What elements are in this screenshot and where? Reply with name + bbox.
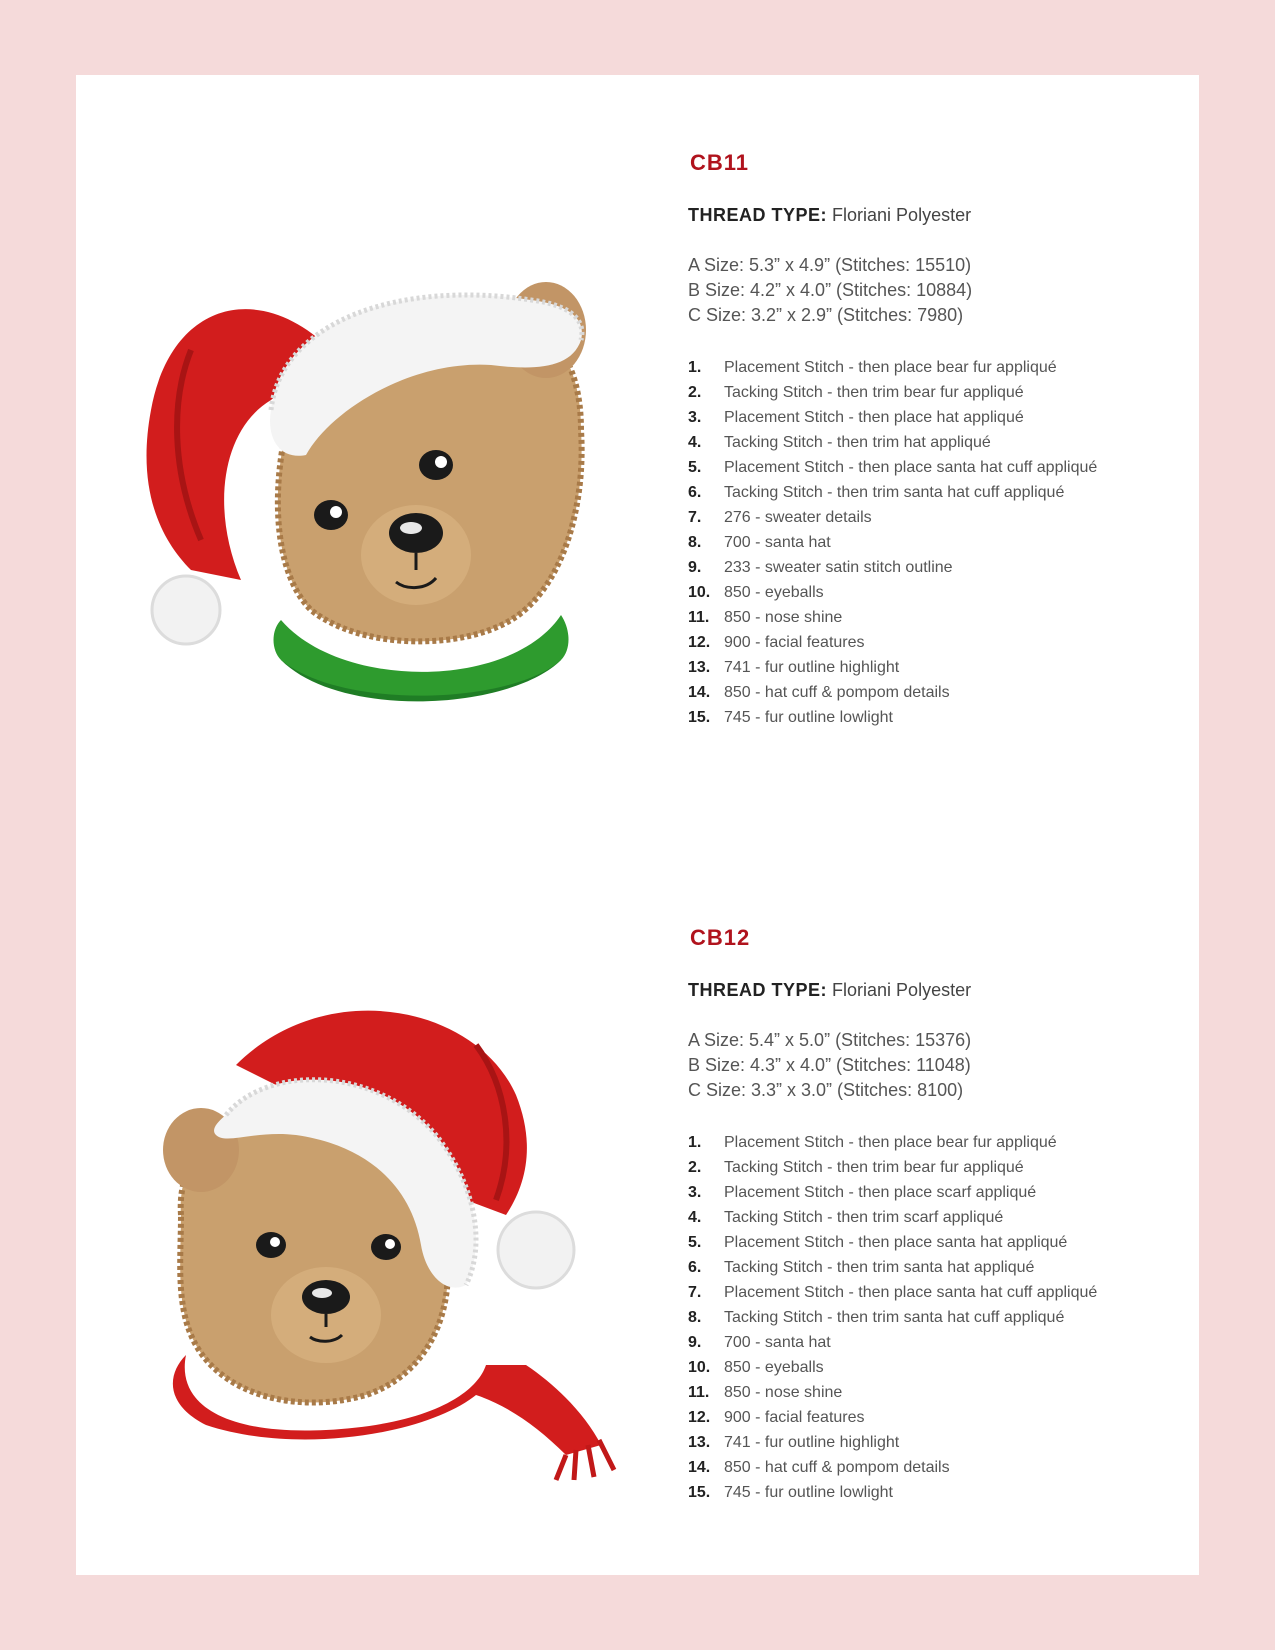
- list-item: [688, 530, 1188, 555]
- step-text: 850 - hat cuff & pompom details: [724, 684, 950, 701]
- thread-type: [688, 978, 1188, 1002]
- list-item: [688, 1430, 1188, 1455]
- step-text: Tacking Stitch - then trim scarf appliqué: [724, 1209, 1004, 1226]
- list-item: [688, 1280, 1188, 1305]
- step-text: Tacking Stitch - then trim santa hat cuff appliqué: [724, 484, 1065, 501]
- step-number: 11.: [688, 1384, 710, 1401]
- list-item: [688, 1455, 1188, 1480]
- step-text: 850 - hat cuff & pompom details: [724, 1459, 950, 1476]
- step-number: 14.: [688, 1459, 711, 1476]
- size-list: [688, 253, 1188, 328]
- step-number: 12.: [688, 1409, 711, 1426]
- list-item: [688, 1155, 1188, 1180]
- list-item: [688, 1355, 1188, 1380]
- list-item: [688, 580, 1188, 605]
- step-text: 850 - eyeballs: [724, 584, 824, 601]
- bear-santa-hat-sweater-illustration: [131, 210, 651, 710]
- size-c: C Size: 3.3” x 3.0” (Stitches: 8100): [688, 1080, 964, 1100]
- size-a: A Size: 5.3” x 4.9” (Stitches: 15510): [688, 255, 972, 275]
- list-item: [688, 605, 1188, 630]
- step-text: Placement Stitch - then place santa hat cuff appliqué: [724, 459, 1098, 476]
- page-sheet: [76, 75, 1199, 1575]
- step-text: 900 - facial features: [724, 1409, 865, 1426]
- step-text: Placement Stitch - then place santa hat appliqué: [724, 1234, 1068, 1251]
- step-text: Tacking Stitch - then trim bear fur appliqué: [724, 384, 1024, 401]
- thread-type-label: THREAD TYPE:: [688, 980, 828, 1000]
- step-number: 7.: [688, 509, 702, 526]
- step-text: 741 - fur outline highlight: [724, 659, 900, 676]
- step-text: 745 - fur outline lowlight: [724, 709, 893, 726]
- list-item: [688, 705, 1188, 730]
- thread-type: [688, 203, 1188, 227]
- step-text: Placement Stitch - then place bear fur appliqué: [724, 1134, 1057, 1151]
- step-number: 9.: [688, 1334, 702, 1351]
- size-c: C Size: 3.2” x 2.9” (Stitches: 7980): [688, 305, 964, 325]
- step-text: Tacking Stitch - then trim bear fur appliqué: [724, 1159, 1024, 1176]
- list-item: [688, 1180, 1188, 1205]
- step-text: 850 - eyeballs: [724, 1359, 824, 1376]
- list-item: [688, 1255, 1188, 1280]
- step-text: 233 - sweater satin stitch outline: [724, 559, 953, 576]
- bear-santa-hat-scarf-illustration: [96, 985, 696, 1485]
- size-b: B Size: 4.3” x 4.0” (Stitches: 11048): [688, 1055, 971, 1075]
- list-item: [688, 355, 1188, 380]
- size-b: B Size: 4.2” x 4.0” (Stitches: 10884): [688, 280, 973, 300]
- step-number: 3.: [688, 409, 702, 426]
- step-text: Placement Stitch - then place hat appliqué: [724, 409, 1024, 426]
- list-item: [688, 480, 1188, 505]
- list-item: [688, 680, 1188, 705]
- design-code: CB11: [690, 150, 750, 175]
- step-text: 700 - santa hat: [724, 1334, 831, 1351]
- step-text: Placement Stitch - then place santa hat cuff appliqué: [724, 1284, 1098, 1301]
- stitch-steps: [688, 355, 1188, 730]
- step-text: 745 - fur outline lowlight: [724, 1484, 893, 1501]
- step-number: 2.: [688, 384, 702, 401]
- list-item: [688, 1380, 1188, 1405]
- design-code: CB12: [690, 925, 751, 950]
- step-number: 12.: [688, 634, 711, 651]
- step-number: 3.: [688, 1184, 702, 1201]
- step-number: 10.: [688, 584, 711, 601]
- step-number: 5.: [688, 459, 702, 476]
- design-cb12: [76, 850, 1199, 1575]
- list-item: [688, 505, 1188, 530]
- step-number: 6.: [688, 484, 702, 501]
- step-number: 15.: [688, 709, 711, 726]
- step-text: Placement Stitch - then place bear fur appliqué: [724, 359, 1057, 376]
- step-text: 741 - fur outline highlight: [724, 1434, 900, 1451]
- step-text: Placement Stitch - then place scarf appliqué: [724, 1184, 1037, 1201]
- design-cb11: [76, 75, 1199, 835]
- list-item: [688, 1480, 1188, 1505]
- thread-type-value: Floriani Polyester: [832, 205, 972, 225]
- thread-type-label: THREAD TYPE:: [688, 205, 828, 225]
- list-item: [688, 1230, 1188, 1255]
- design-info: [688, 150, 1188, 730]
- step-text: 900 - facial features: [724, 634, 865, 651]
- step-number: 9.: [688, 559, 702, 576]
- step-number: 7.: [688, 1284, 702, 1301]
- step-number: 4.: [688, 1209, 702, 1226]
- step-number: 8.: [688, 1309, 702, 1326]
- list-item: [688, 430, 1188, 455]
- stitch-steps: [688, 1130, 1188, 1505]
- list-item: [688, 630, 1188, 655]
- step-text: 850 - nose shine: [724, 609, 843, 626]
- size-list: [688, 1028, 1188, 1103]
- step-text: Tacking Stitch - then trim santa hat cuff appliqué: [724, 1309, 1065, 1326]
- step-number: 8.: [688, 534, 702, 551]
- list-item: [688, 555, 1188, 580]
- step-number: 14.: [688, 684, 711, 701]
- step-number: 5.: [688, 1234, 702, 1251]
- list-item: [688, 1130, 1188, 1155]
- step-number: 15.: [688, 1484, 711, 1501]
- list-item: [688, 380, 1188, 405]
- thread-type-value: Floriani Polyester: [832, 980, 972, 1000]
- size-a: A Size: 5.4” x 5.0” (Stitches: 15376): [688, 1030, 972, 1050]
- list-item: [688, 1330, 1188, 1355]
- list-item: [688, 455, 1188, 480]
- step-text: 276 - sweater details: [724, 509, 872, 526]
- list-item: [688, 405, 1188, 430]
- step-text: Tacking Stitch - then trim santa hat appliqué: [724, 1259, 1035, 1276]
- step-text: 850 - nose shine: [724, 1384, 843, 1401]
- step-number: 13.: [688, 659, 711, 676]
- step-number: 2.: [688, 1159, 702, 1176]
- step-number: 1.: [688, 1134, 702, 1151]
- step-number: 13.: [688, 1434, 711, 1451]
- step-number: 6.: [688, 1259, 702, 1276]
- step-text: 700 - santa hat: [724, 534, 831, 551]
- step-number: 11.: [688, 609, 710, 626]
- step-number: 10.: [688, 1359, 711, 1376]
- list-item: [688, 1305, 1188, 1330]
- list-item: [688, 1205, 1188, 1230]
- list-item: [688, 655, 1188, 680]
- step-text: Tacking Stitch - then trim hat appliqué: [724, 434, 991, 451]
- list-item: [688, 1405, 1188, 1430]
- step-number: 1.: [688, 359, 702, 376]
- step-number: 4.: [688, 434, 702, 451]
- design-info: [688, 925, 1188, 1505]
